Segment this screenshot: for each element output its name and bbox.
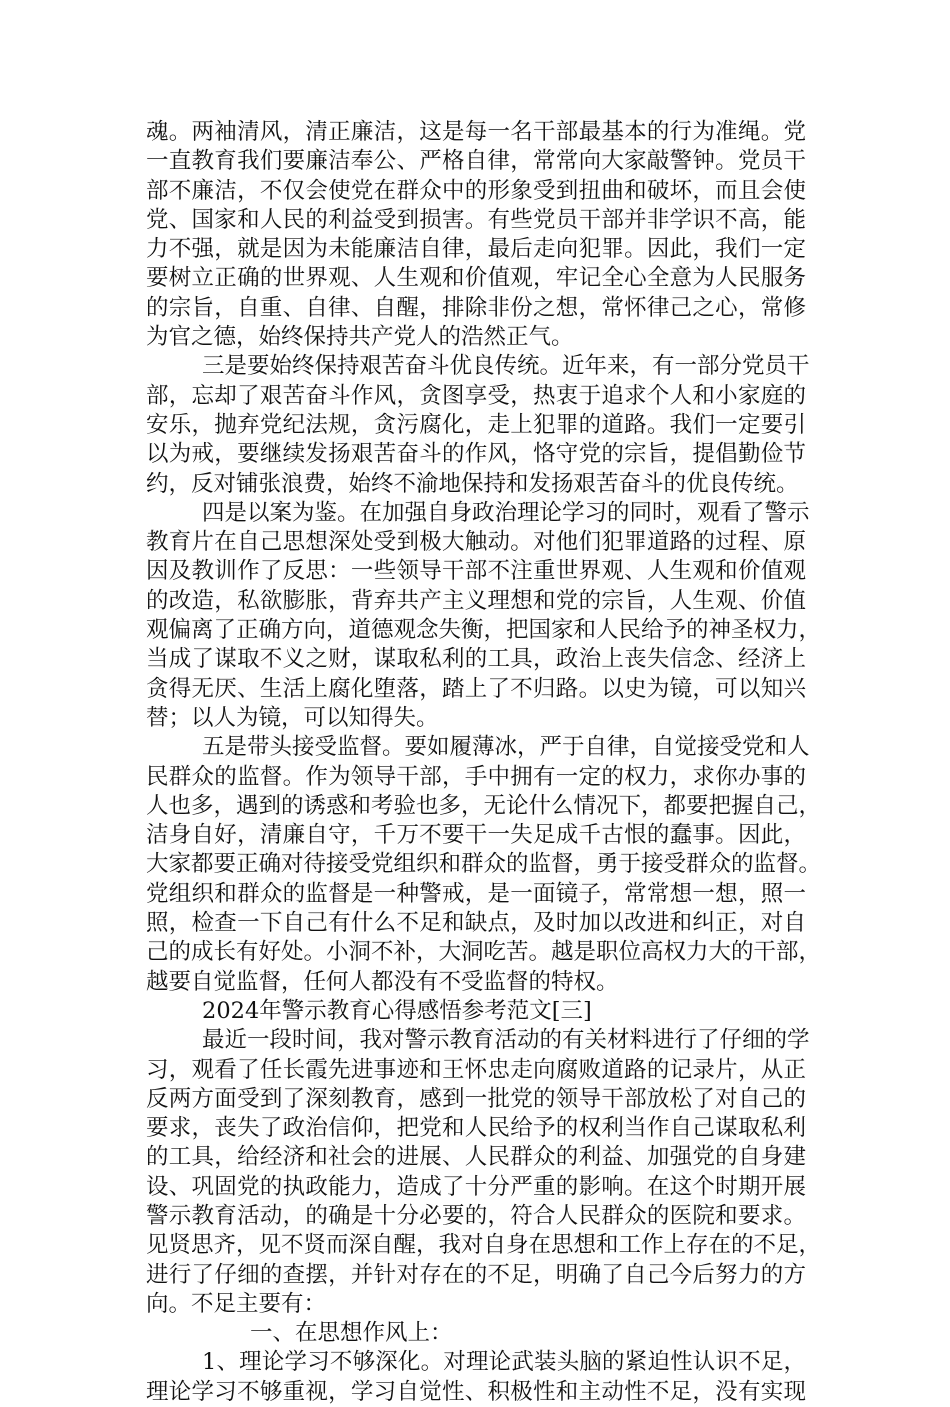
text-line: 民群众的监督。作为领导干部，手中拥有一定的权力，求你办事的 bbox=[146, 763, 806, 790]
text-line: 党、国家和人民的利益受到损害。有些党员干部并非学识不高，能 bbox=[146, 206, 806, 233]
text-line: 替；以人为镜，可以知得失。 bbox=[146, 704, 439, 731]
text-line: 见贤思齐，见不贤而深自醒，我对自身在思想和工作上存在的不足， bbox=[146, 1232, 822, 1259]
text-line: 大家都要正确对待接受党组织和群众的监督，勇于接受群众的监督。 bbox=[146, 851, 822, 878]
text-line: 魂。两袖清风，清正廉洁，这是每一名干部最基本的行为准绳。党 bbox=[146, 119, 806, 145]
subsection-heading bbox=[146, 1319, 806, 1348]
text-line: 理论学习不够重视，学习自觉性、积极性和主动性不足，没有实现 bbox=[146, 1378, 806, 1405]
text-line: 的工具，给经济和社会的进展、人民群众的利益、加强党的自身建 bbox=[146, 1144, 806, 1171]
text-line: 向。不足主要有： bbox=[146, 1290, 327, 1317]
text-line: 贪得无厌、生活上腐化堕落，踏上了不归路。以史为镜，可以知兴 bbox=[146, 675, 806, 702]
text-line: 三是要始终保持艰苦奋斗优良传统。近年来，有一部分党员干 bbox=[202, 353, 810, 380]
text-line: 设、巩固党的执政能力，造成了十分严重的影响。在这个时期开展 bbox=[146, 1173, 806, 1200]
text-line: 反两方面受到了深刻教育，感到一批党的领导干部放松了对自己的 bbox=[146, 1085, 806, 1112]
text-line: 约，反对铺张浪费，始终不渝地保持和发扬艰苦奋斗的优良传统。 bbox=[146, 470, 799, 497]
text-line: 四是以案为鉴。在加强自身政治理论学习的同时，观看了警示 bbox=[202, 499, 810, 526]
text-line: 要求，丧失了政治信仰，把党和人民给予的权利当作自己谋取私利 bbox=[146, 1115, 806, 1142]
paragraph-theory-study bbox=[146, 1348, 806, 1407]
text-line: 的改造，私欲膨胀，背弃共产主义理想和党的宗旨，人生观、价值 bbox=[146, 587, 806, 614]
text-line: 的宗旨，自重、自律、自醒，排除非份之想，常怀律己之心，常修 bbox=[146, 294, 806, 321]
text-line: 1、理论学习不够深化。对理论武装头脑的紧迫性认识不足， bbox=[202, 1349, 806, 1376]
text-line: 为官之德，始终保持共产党人的浩然正气。 bbox=[146, 324, 574, 351]
document-body bbox=[146, 118, 822, 1407]
heading-line: 2024年警示教育心得感悟参考范文[三] bbox=[202, 997, 592, 1024]
text-line: 力不强，就是因为未能廉洁自律，最后走向犯罪。因此，我们一定 bbox=[146, 236, 806, 263]
paragraph-lessons bbox=[146, 499, 822, 733]
text-line: 因及教训作了反思：一些领导干部不注重世界观、人生观和价值观 bbox=[146, 558, 806, 585]
text-line: 照，检查一下自己有什么不足和缺点，及时加以改进和纠正，对自 bbox=[146, 910, 806, 937]
paragraph-hard-work bbox=[146, 352, 810, 498]
text-line: 人也多，遇到的诱惑和考验也多，无论什么情况下，都要把握自己， bbox=[146, 792, 822, 819]
text-line: 党组织和群众的监督是一种警戒，是一面镜子，常常想一想，照一 bbox=[146, 880, 806, 907]
text-line: 当成了谋取不义之财，谋取私利的工具，政治上丧失信念、经济上 bbox=[146, 646, 806, 673]
text-line: 洁身自好，清廉自守，千万不要干一失足成千古恨的蠢事。因此， bbox=[146, 822, 806, 849]
paragraph-integrity bbox=[146, 118, 806, 352]
section-heading bbox=[146, 997, 806, 1026]
text-line: 安乐，抛弃党纪法规，贪污腐化，走上犯罪的道路。我们一定要引 bbox=[146, 411, 806, 438]
text-line: 教育片在自己思想深处受到极大触动。对他们犯罪道路的过程、原 bbox=[146, 529, 806, 556]
text-line: 要树立正确的世界观、人生观和价值观，牢记全心全意为人民服务 bbox=[146, 265, 806, 292]
text-line: 观偏离了正确方向，道德观念失衡，把国家和人民给予的神圣权力， bbox=[146, 617, 822, 644]
text-line: 越要自觉监督，任何人都没有不受监督的特权。 bbox=[146, 968, 619, 995]
text-line: 习，观看了任长霞先进事迹和王怀忠走向腐败道路的记录片，从正 bbox=[146, 1056, 806, 1083]
heading-line: 一、在思想作风上： bbox=[250, 1320, 453, 1347]
text-line: 警示教育活动，的确是十分必要的，符合人民群众的医院和要求。 bbox=[146, 1202, 806, 1229]
text-line: 一直教育我们要廉洁奉公、严格自律，常常向大家敲警钟。党员干 bbox=[146, 148, 806, 175]
text-line: 部不廉洁，不仅会使党在群众中的形象受到扭曲和破坏，而且会使 bbox=[146, 177, 806, 204]
paragraph-reflection bbox=[146, 1026, 822, 1319]
paragraph-supervision bbox=[146, 733, 822, 997]
text-line: 己的成长有好处。小洞不补，大洞吃苦。越是职位高权力大的干部， bbox=[146, 939, 822, 966]
text-line: 五是带头接受监督。要如履薄冰，严于自律，自觉接受党和人 bbox=[202, 734, 810, 761]
text-line: 最近一段时间，我对警示教育活动的有关材料进行了仔细的学 bbox=[202, 1027, 810, 1054]
text-line: 进行了仔细的查摆，并针对存在的不足，明确了自己今后努力的方 bbox=[146, 1261, 806, 1288]
text-line: 以为戒，要继续发扬艰苦奋斗的作风，恪守党的宗旨，提倡勤俭节 bbox=[146, 441, 806, 468]
text-line: 部，忘却了艰苦奋斗作风，贪图享受，热衷于追求个人和小家庭的 bbox=[146, 382, 806, 409]
